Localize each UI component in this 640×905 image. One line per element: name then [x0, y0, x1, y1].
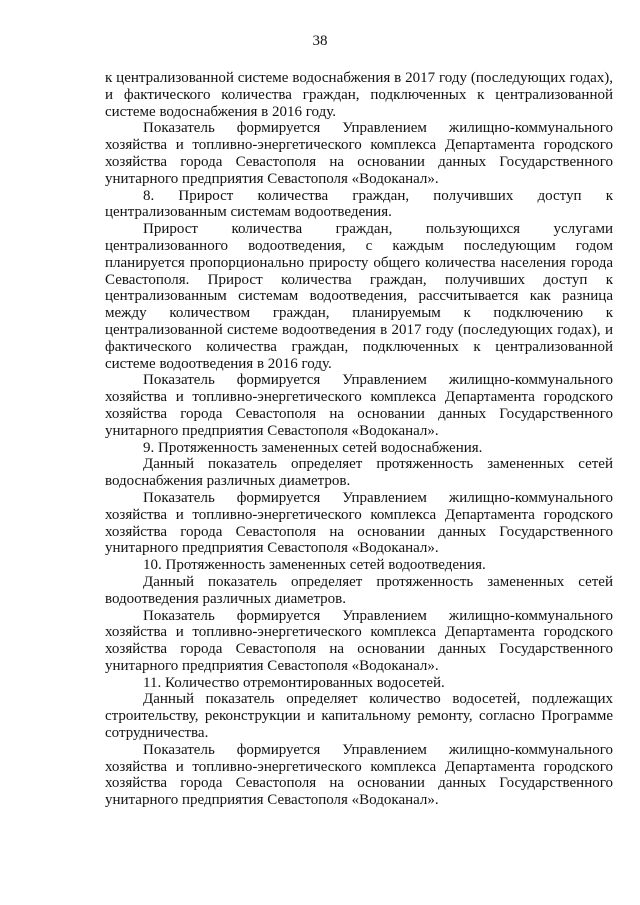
paragraph: Данный показатель определяет протяженность замененных сетей водоотведения различных диаметров.: [105, 573, 613, 607]
document-body: [105, 70, 613, 809]
section-heading: 9. Протяженность замененных сетей водоснабжения.: [143, 439, 483, 456]
paragraph: Показатель формируется Управлением жилищно-коммунального хозяйства и топливно-энергетического комплекса Департамента городского хозяйства города Севастополя на основании данных Государственного унитарного предприятия Севастополя «Водоканал».: [105, 120, 613, 187]
page-number: 38: [312, 33, 328, 49]
paragraph: Данный показатель определяет протяженность замененных сетей водоснабжения различных диаметров.: [105, 456, 613, 490]
paragraph: к централизованной системе водоснабжения в 2017 году (последующих годах), и фактического количества граждан, подключенных к централизованной системе водоснабжения в 2016 году.: [105, 70, 613, 120]
paragraph: Прирост количества граждан, пользующихся услугами централизованного водоотведения, с каждым последующим годом планируется пропорционально приросту общего количества населения города Севастополя. Прирост количества граждан, получивших доступ к централизованным системам водоотведения, рассчитывается как разница между количеством граждан, планируемым к подключению к централизованной системе водоотведения в 2017 году (последующих годах), и фактического количества граждан, подключенных к централизованной системе водоотведения в 2016 году.: [105, 221, 613, 372]
section-heading: 11. Количество отремонтированных водосетей.: [143, 674, 445, 691]
paragraph: Показатель формируется Управлением жилищно-коммунального хозяйства и топливно-энергетического комплекса Департамента городского хозяйства города Севастополя на основании данных Государственного унитарного предприятия Севастополя «Водоканал».: [105, 489, 613, 557]
section-heading: 8. Прирост количества граждан, получивших доступ к централизованным системам водоотведения.: [105, 187, 613, 221]
paragraph: Данный показатель определяет количество водосетей, подлежащих строительству, реконструкции и капитальному ремонту, согласно Программе сотрудничества.: [105, 691, 613, 742]
section-heading: 10. Протяженность замененных сетей водоотведения.: [143, 557, 486, 574]
paragraph: Показатель формируется Управлением жилищно-коммунального хозяйства и топливно-энергетического комплекса Департамента городского хозяйства города Севастополя на основании данных Государственного унитарного предприятия Севастополя «Водоканал».: [105, 607, 613, 674]
paragraph: Показатель формируется Управлением жилищно-коммунального хозяйства и топливно-энергетического комплекса Департамента городского хозяйства города Севастополя на основании данных Государственного унитарного предприятия Севастополя «Водоканал».: [105, 372, 613, 439]
paragraph: Показатель формируется Управлением жилищно-коммунального хозяйства и топливно-энергетического комплекса Департамента городского хозяйства города Севастополя на основании данных Государственного унитарного предприятия Севастополя «Водоканал».: [105, 741, 613, 809]
